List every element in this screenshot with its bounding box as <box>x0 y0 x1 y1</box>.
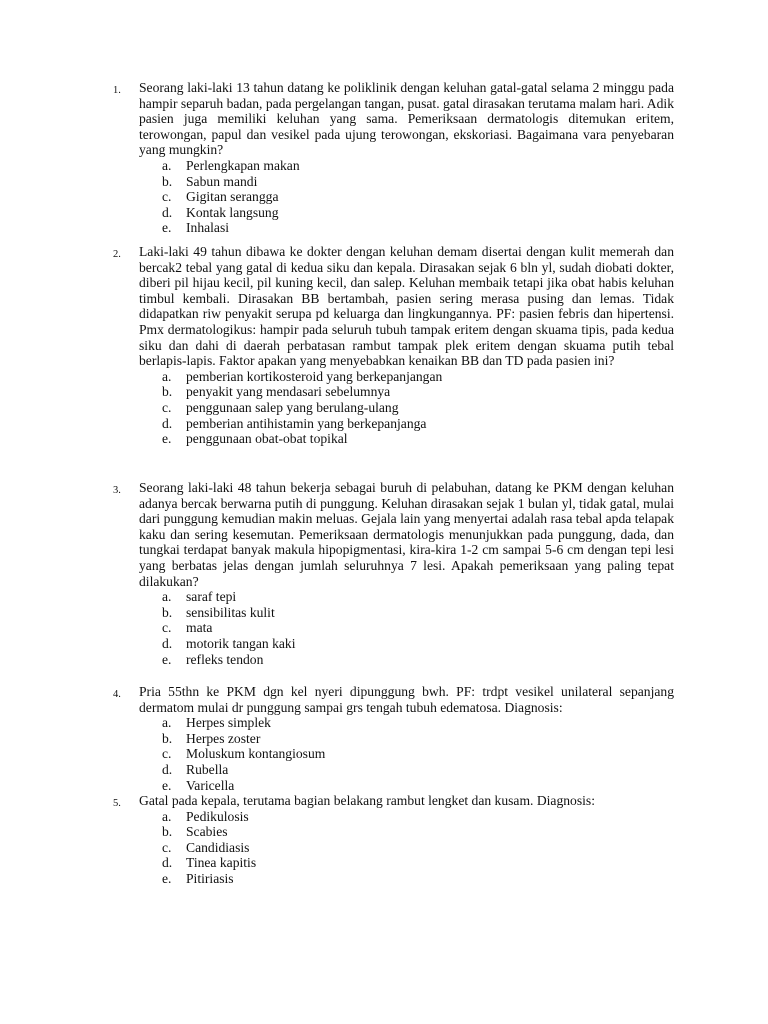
option-text: motorik tangan kaki <box>186 635 296 651</box>
option-a <box>139 715 674 731</box>
option-letter: d. <box>162 415 173 431</box>
option-d <box>139 855 674 871</box>
option-text: Candidiasis <box>186 839 250 855</box>
option-text: Pitiriasis <box>186 870 234 886</box>
option-letter: e. <box>162 220 172 236</box>
option-text: Moluskum kontangiosum <box>186 746 326 762</box>
option-text: penggunaan obat-obat topikal <box>186 431 348 447</box>
option-text: refleks tendon <box>186 651 264 667</box>
option-e <box>139 652 674 668</box>
option-d <box>139 205 674 221</box>
option-c <box>139 189 674 205</box>
option-letter: d. <box>162 635 173 651</box>
option-letter: c. <box>162 839 172 855</box>
option-text: penyakit yang mendasari sebelumnya <box>186 384 391 400</box>
option-letter: b. <box>162 730 173 746</box>
option-letter: e. <box>162 651 172 667</box>
question-text: Gatal pada kepala, terutama bagian belakang rambut lengket dan kusam. Diagnosis: <box>139 793 595 808</box>
option-letter: b. <box>162 604 173 620</box>
option-letter: b. <box>162 824 173 840</box>
option-list <box>139 809 674 887</box>
option-text: Sabun mandi <box>186 173 258 189</box>
option-list <box>139 369 674 447</box>
option-e <box>139 431 674 447</box>
option-text: Herpes simplek <box>186 715 271 731</box>
option-d <box>139 636 674 652</box>
option-d <box>139 416 674 432</box>
question-body <box>139 244 674 447</box>
option-letter: c. <box>162 189 172 205</box>
option-text: pemberian kortikosteroid yang berkepanjangan <box>186 368 443 384</box>
option-list <box>139 715 674 793</box>
option-letter: a. <box>162 157 172 173</box>
option-letter: c. <box>162 399 172 415</box>
option-text: Herpes zoster <box>186 730 261 746</box>
option-text: Tinea kapitis <box>186 855 257 871</box>
option-text: penggunaan salep yang berulang-ulang <box>186 399 399 415</box>
option-c <box>139 840 674 856</box>
option-list <box>139 589 674 667</box>
option-text: mata <box>186 620 213 636</box>
option-text: Kontak langsung <box>186 204 279 220</box>
option-a <box>139 809 674 825</box>
option-letter: b. <box>162 173 173 189</box>
option-text: Pedikulosis <box>186 808 249 824</box>
option-letter: e. <box>162 870 172 886</box>
option-b <box>139 731 674 747</box>
question-text: Seorang laki-laki 13 tahun datang ke poliklinik dengan keluhan gatal-gatal selama 2 minggu pada hampir separuh badan, pada pergelangan tangan, pusat. gatal dirasakan terutama malam hari. Adik pasien juga memiliki keluhan yang sama. Pemeriksaan dermatologis ditemukan eritem, terowongan, papul dan vesikel pada ujung terowongan, ekskoriasi. Bagaimana vara penyebaran yang mungkin? <box>139 80 674 158</box>
option-letter: e. <box>162 777 172 793</box>
option-text: Gigitan serangga <box>186 189 279 205</box>
question-text: Seorang laki-laki 48 tahun bekerja sebagai buruh di pelabuhan, datang ke PKM dengan keluhan adanya bercak berwarna putih di punggung. Keluhan dirasakan sejak 1 bulan yl, tidak gatal, mulai dari punggung kemudian makin meluas. Gejala lain yang menyertai adalah rasa tebal apda telapak kaku dan sering kesemutan. Pemeriksaan dermatologis menunjukkan pada punggung, dada, dan tungkai terdapat banyak makula hipopigmentasi, kira-kira 1-2 cm sampai 5-6 cm dengan tepi lesi yang berbatas jelas dengan jumlah seluruhnya 7 lesi. Apakah pemeriksaan yang paling tepat dilakukan? <box>139 480 674 589</box>
option-letter: a. <box>162 808 172 824</box>
option-a <box>139 589 674 605</box>
option-a <box>139 158 674 174</box>
option-b <box>139 174 674 190</box>
question-text: Laki-laki 49 tahun dibawa ke dokter dengan keluhan demam disertai dengan kulit memerah dan bercak2 tebal yang gatal di kedua siku dan kepala. Dirasakan sejak 6 bln yl, sudah diobati dokter, diberi pil hijau kecil, pil kuning kecil, dan salep. Keluhan membaik tetapi jika obat habis keluhan timbul kembali. Dirasakan BB bertambah, pasien sering merasa pusing dan lemas. Tidak didapatkan riw penyakit serupa pd keluarga dan lingkungannya. PF: pasien febris dan hipertensi. Pmx dermatologikus: hampir pada seluruh tubuh tampak eritem dengan skuama tipis, pada kedua siku dan dahi di daerah perbatasan rambut tampak plek eritem dengan skuama putih tebal berlapis-lapis. Faktor apakan yang menyebabkan kenaikan BB dan TD pada pasien ini? <box>139 244 674 369</box>
option-a <box>139 369 674 385</box>
option-c <box>139 400 674 416</box>
option-letter: a. <box>162 368 172 384</box>
option-c <box>139 620 674 636</box>
question-number: 2. <box>113 249 121 260</box>
option-text: Inhalasi <box>186 220 230 236</box>
question-text: Pria 55thn ke PKM dgn kel nyeri dipunggung bwh. PF: trdpt vesikel unilateral sepanjang dermatom mulai dr punggung sampai grs tengah tubuh edematosa. Diagnosis: <box>139 684 674 715</box>
option-letter: c. <box>162 620 172 636</box>
option-text: Scabies <box>186 824 228 840</box>
question-number: 5. <box>113 798 121 809</box>
option-letter: c. <box>162 746 172 762</box>
option-text: sensibilitas kulit <box>186 604 275 620</box>
option-b <box>139 605 674 621</box>
option-text: saraf tepi <box>186 589 237 605</box>
option-e <box>139 778 674 794</box>
option-list <box>139 158 674 236</box>
option-letter: a. <box>162 589 172 605</box>
option-d <box>139 762 674 778</box>
question-body <box>139 480 674 667</box>
option-text: Rubella <box>186 761 229 777</box>
option-letter: d. <box>162 761 173 777</box>
option-letter: d. <box>162 855 173 871</box>
option-b <box>139 824 674 840</box>
question-body <box>139 793 674 887</box>
option-e <box>139 871 674 887</box>
option-letter: a. <box>162 715 172 731</box>
question-body <box>139 684 674 793</box>
option-letter: b. <box>162 384 173 400</box>
question-number: 1. <box>113 85 121 96</box>
question-number: 4. <box>113 689 121 700</box>
question-body <box>139 80 674 236</box>
option-letter: e. <box>162 431 172 447</box>
option-text: pemberian antihistamin yang berkepanjanga <box>186 415 427 431</box>
option-e <box>139 220 674 236</box>
option-text: Varicella <box>186 777 235 793</box>
option-c <box>139 746 674 762</box>
question-number: 3. <box>113 485 121 496</box>
option-text: Perlengkapan makan <box>186 157 300 173</box>
option-b <box>139 384 674 400</box>
option-letter: d. <box>162 204 173 220</box>
